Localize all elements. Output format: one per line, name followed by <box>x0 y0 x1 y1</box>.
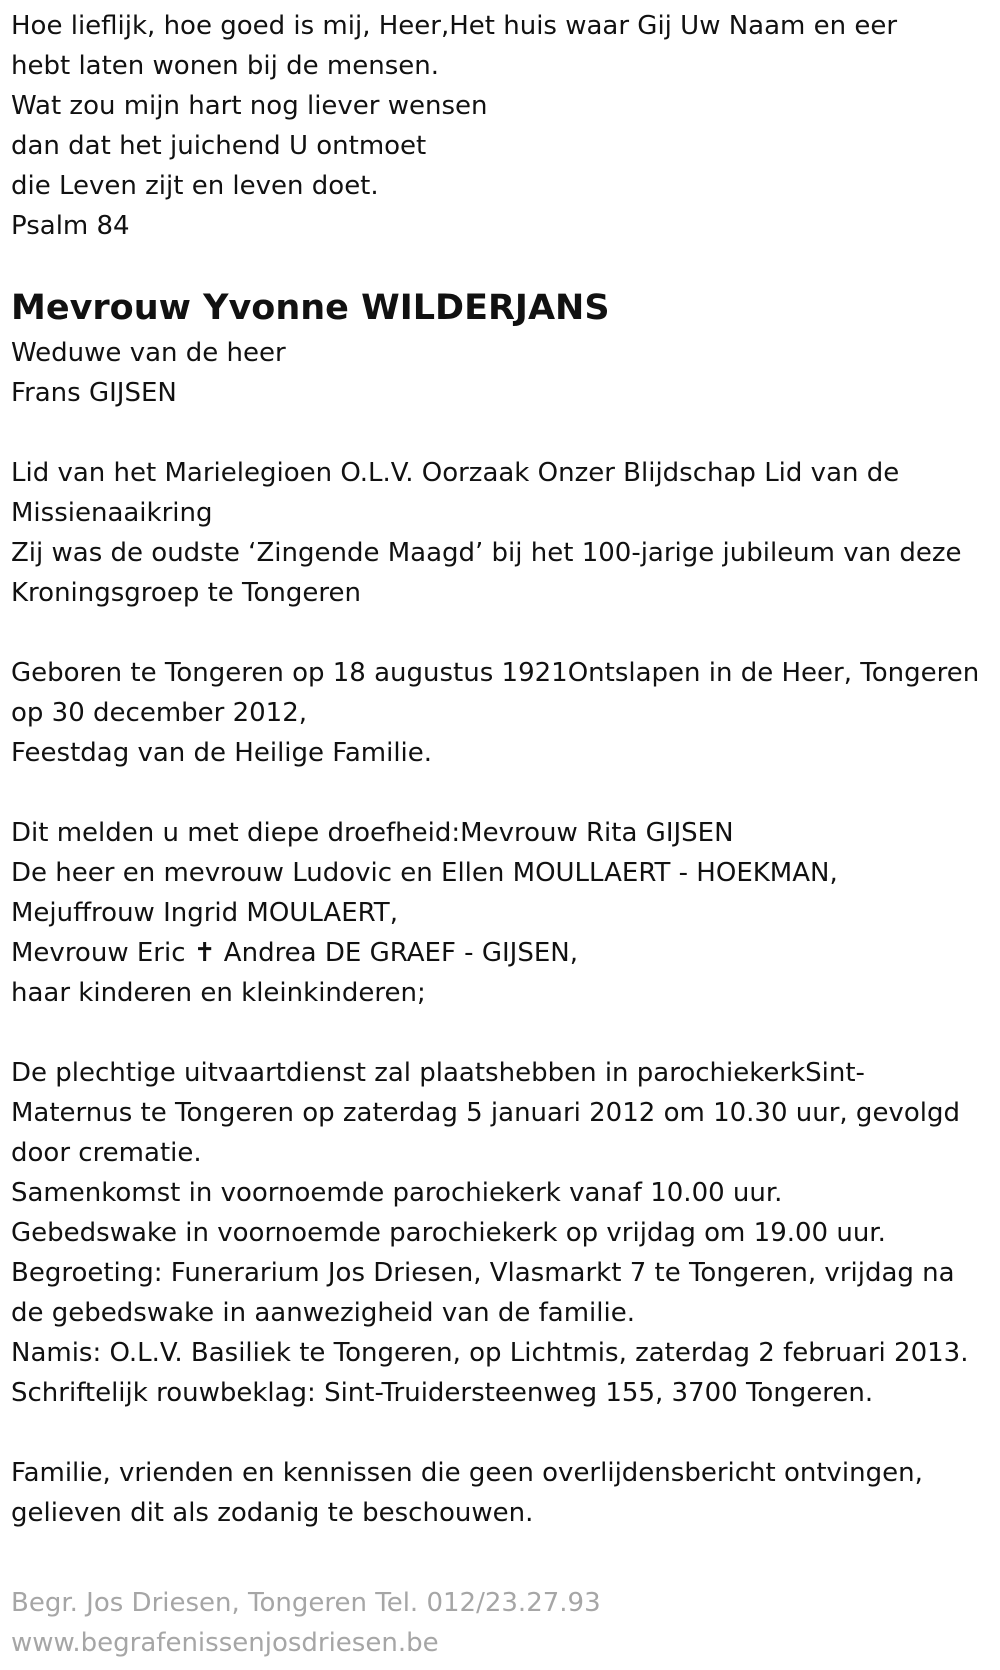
membership-line: Lid van het Marielegioen O.L.V. Oorzaak Onzer Blijdschap Lid van de <box>11 458 900 488</box>
dates-section <box>11 653 1000 773</box>
deceased-section <box>11 286 1000 413</box>
closing-section <box>11 1453 1000 1533</box>
membership-section <box>11 453 1000 613</box>
service-line: Gebedswake in voornoemde parochiekerk op vrijdag om 19.00 uur. <box>11 1218 886 1248</box>
funeral-home-footer <box>11 1583 601 1663</box>
closing-line: gelieven dit als zodanig te beschouwen. <box>11 1498 534 1528</box>
family-section <box>11 813 1000 1013</box>
closing-line: Familie, vrienden en kennissen die geen overlijdensbericht ontvingen, <box>11 1458 923 1488</box>
service-line: Maternus te Tongeren op zaterdag 5 januari 2012 om 10.30 uur, gevolgd <box>11 1098 960 1128</box>
family-line: De heer en mevrouw Ludovic en Ellen MOULLAERT - HOEKMAN, <box>11 858 838 888</box>
service-line: Samenkomst in voornoemde parochiekerk vanaf 10.00 uur. <box>11 1178 783 1208</box>
service-line: de gebedswake in aanwezigheid van de familie. <box>11 1298 635 1328</box>
dates-line: Geboren te Tongeren op 18 augustus 1921Ontslapen in de Heer, Tongeren <box>11 658 980 688</box>
funeral-home-website: www.begrafenissenjosdriesen.be <box>11 1628 439 1658</box>
psalm-line: dan dat het juichend U ontmoet <box>11 131 427 161</box>
service-line: De plechtige uitvaartdienst zal plaatshebben in parochiekerkSint- <box>11 1058 865 1088</box>
membership-line: Kroningsgroep te Tongeren <box>11 578 361 608</box>
psalm-line: Wat zou mijn hart nog liever wensen <box>11 91 488 121</box>
dates-line: Feestdag van de Heilige Familie. <box>11 738 433 768</box>
psalm-line: die Leven zijt en leven doet. <box>11 171 379 201</box>
service-line: Schriftelijk rouwbeklag: Sint-Truidersteenweg 155, 3700 Tongeren. <box>11 1378 874 1408</box>
psalm-line: hebt laten wonen bij de mensen. <box>11 51 439 81</box>
family-line: haar kinderen en kleinkinderen; <box>11 978 426 1008</box>
deceased-detail: Weduwe van de heer <box>11 338 286 368</box>
family-line: Mejuffrouw Ingrid MOULAERT, <box>11 898 398 928</box>
service-line: Begroeting: Funerarium Jos Driesen, Vlasmarkt 7 te Tongeren, vrijdag na <box>11 1258 955 1288</box>
psalm-verse <box>11 6 1000 246</box>
membership-line: Zij was de oudste ‘Zingende Maagd’ bij het 100-jarige jubileum van deze <box>11 538 962 568</box>
dates-line: op 30 december 2012, <box>11 698 308 728</box>
deceased-detail: Frans GIJSEN <box>11 378 177 408</box>
psalm-line: Hoe lieflijk, hoe goed is mij, Heer,Het huis waar Gij Uw Naam en eer <box>11 11 898 41</box>
service-line: Namis: O.L.V. Basiliek te Tongeren, op Lichtmis, zaterdag 2 februari 2013. <box>11 1338 969 1368</box>
funeral-home-contact: Begr. Jos Driesen, Tongeren Tel. 012/23.27.93 <box>11 1588 601 1618</box>
family-line: Dit melden u met diepe droefheid:Mevrouw Rita GIJSEN <box>11 818 734 848</box>
psalm-reference: Psalm 84 <box>11 211 130 241</box>
membership-line: Missienaaikring <box>11 498 213 528</box>
deceased-name: Mevrouw Yvonne WILDERJANS <box>11 288 610 328</box>
service-line: door crematie. <box>11 1138 202 1168</box>
service-section <box>11 1053 1000 1413</box>
family-line: Mevrouw Eric ✝ Andrea DE GRAEF - GIJSEN, <box>11 938 578 968</box>
